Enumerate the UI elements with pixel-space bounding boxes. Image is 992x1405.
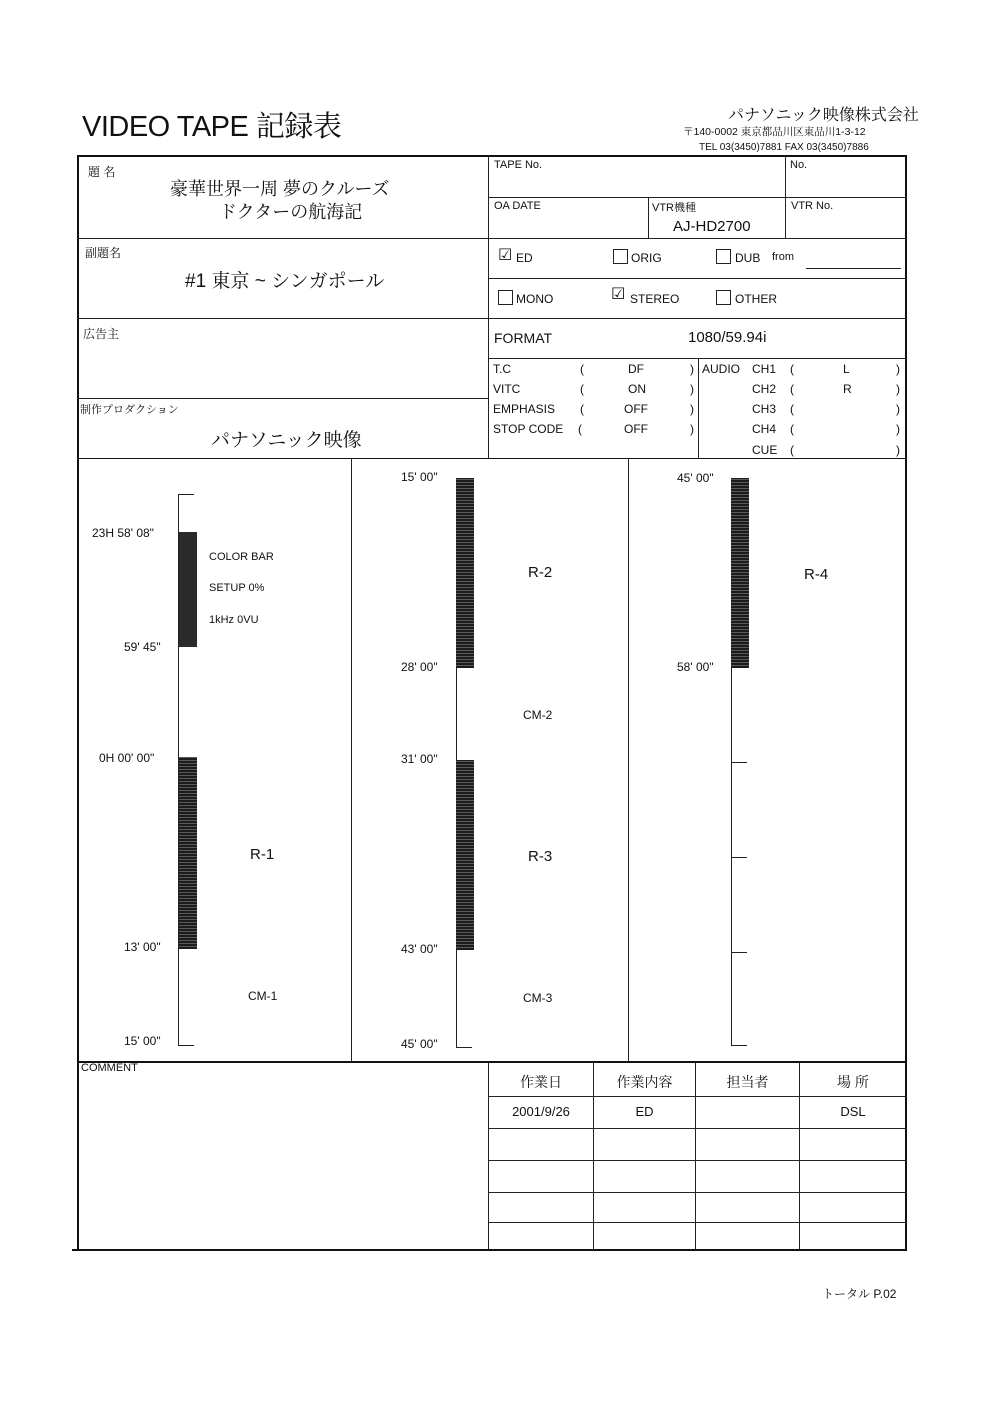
checkbox-dub-label: DUB <box>735 251 761 265</box>
setting-paren-open: ( <box>578 422 582 436</box>
divider-subtitle-row <box>77 318 906 319</box>
frame-bottom <box>72 1249 907 1251</box>
audio-paren-open: ( <box>790 362 794 376</box>
production-label: 制作プロダクション <box>80 404 179 416</box>
checkbox-dub[interactable] <box>716 249 731 264</box>
setting-value: ON <box>628 382 646 396</box>
log-header: 担当者 <box>726 1074 769 1090</box>
format-value: 1080/59.94i <box>688 329 767 346</box>
audio-paren-close: ) <box>896 422 900 436</box>
oa-date-label: OA DATE <box>494 200 541 212</box>
dub-from-label: from <box>772 251 794 263</box>
audio-channel: CUE <box>752 443 778 457</box>
audio-channel: CH1 <box>752 362 777 376</box>
audio-label: AUDIO <box>702 362 741 376</box>
checkbox-stereo-label: STEREO <box>630 292 680 306</box>
setting-value: OFF <box>624 422 648 436</box>
log-header: 作業日 <box>520 1074 562 1090</box>
audio-paren-close: ) <box>896 443 900 457</box>
audio-paren-open: ( <box>790 422 794 436</box>
cm3-label: CM-3 <box>523 991 553 1005</box>
checkbox-mono-label: MONO <box>516 292 554 306</box>
reel-r4-label: R-4 <box>804 566 829 583</box>
divider-vtr-model <box>648 197 649 238</box>
no-label: No. <box>790 159 808 171</box>
audio-paren-close: ) <box>896 382 900 396</box>
dub-from-line <box>806 268 901 269</box>
setting-label: T.C <box>493 362 511 376</box>
reel-r3-label: R-3 <box>528 848 553 865</box>
time-col2-r2-end: 28' 00" <box>401 660 438 674</box>
setting-paren-close: ) <box>690 382 694 396</box>
time-col2-top: 15' 00" <box>401 470 438 484</box>
color-bar-label: COLOR BAR <box>209 551 274 563</box>
setting-label: VITC <box>493 382 521 396</box>
axis-1-bottom-tick <box>178 1045 194 1046</box>
axis-3-bottom-tick <box>731 1045 747 1046</box>
program-title-line2: ドクターの航海記 <box>219 202 363 222</box>
divider-audio <box>698 358 699 458</box>
company-name: パナソニック映像株式会社 <box>728 107 919 124</box>
frame-left <box>77 155 79 1250</box>
audio-paren-open: ( <box>790 382 794 396</box>
segment-color-bar <box>179 532 197 647</box>
setting-value: OFF <box>624 402 648 416</box>
log-row-line <box>488 1096 906 1097</box>
title-label: 題 名 <box>88 165 116 179</box>
axis-3-tick <box>731 952 747 953</box>
timeline-divider-1 <box>351 459 352 1062</box>
setting-label: EMPHASIS <box>493 402 556 416</box>
checkbox-mono[interactable] <box>498 290 513 305</box>
log-header: 場 所 <box>837 1074 869 1090</box>
cm1-label: CM-1 <box>248 989 278 1003</box>
time-col2-r3-end: 43' 00" <box>401 942 438 956</box>
divider-format-row <box>488 358 906 359</box>
audio-paren-open: ( <box>790 443 794 457</box>
log-row-line <box>488 1128 906 1129</box>
frame-top <box>77 155 906 157</box>
time-col2-r3-start: 31' 00" <box>401 752 438 766</box>
log-row-line <box>488 1222 906 1223</box>
time-col1-end: 15' 00" <box>124 1034 161 1048</box>
setting-paren-open: ( <box>580 402 584 416</box>
comment-label: COMMENT <box>81 1062 138 1074</box>
audio-value: R <box>843 382 852 396</box>
setting-paren-close: ) <box>690 362 694 376</box>
setting-label: STOP CODE <box>493 422 564 436</box>
setting-paren-close: ) <box>690 422 694 436</box>
audio-paren-close: ) <box>896 362 900 376</box>
audio-paren-open: ( <box>790 402 794 416</box>
log-cell-date: 2001/9/26 <box>512 1104 570 1119</box>
segment-r3 <box>456 760 474 950</box>
audio-channel: CH3 <box>752 402 777 416</box>
cm2-label: CM-2 <box>523 708 553 722</box>
audio-value: L <box>843 362 850 376</box>
divider-timeline-top <box>77 458 906 459</box>
checkbox-orig[interactable] <box>613 249 628 264</box>
vtr-no-label: VTR No. <box>791 200 834 212</box>
page-total: トータル P.02 <box>822 1287 897 1301</box>
checkbox-stereo[interactable]: ☑ <box>611 286 626 303</box>
log-cell-task: ED <box>635 1104 654 1119</box>
log-row-line <box>488 1160 906 1161</box>
checkbox-ed-label: ED <box>516 251 533 265</box>
vtr-model-value: AJ-HD2700 <box>673 218 751 235</box>
axis-3-tick <box>731 857 747 858</box>
sponsor-label: 広告主 <box>83 327 120 341</box>
subtitle-label: 副題名 <box>85 246 122 260</box>
checkbox-orig-label: ORIG <box>631 251 662 265</box>
setting-paren-open: ( <box>580 362 584 376</box>
time-col1-start: 0H 00' 00" <box>99 751 155 765</box>
timeline-divider-2 <box>628 459 629 1062</box>
segment-r2 <box>456 478 474 668</box>
segment-r4 <box>731 478 749 668</box>
log-row-line <box>488 1192 906 1193</box>
audio-channel: CH2 <box>752 382 777 396</box>
company-phone: TEL 03(3450)7881 FAX 03(3450)7886 <box>699 142 869 153</box>
production-value: パナソニック映像 <box>211 430 362 451</box>
time-col1-r1-end: 13' 00" <box>124 940 161 954</box>
divider-check-row <box>488 278 906 279</box>
checkbox-other[interactable] <box>716 290 731 305</box>
axis-1-top-tick <box>178 494 194 495</box>
divider-oa-row <box>488 197 906 198</box>
divider-no <box>785 156 786 238</box>
timeline-bottom <box>77 1061 906 1063</box>
vtr-model-label: VTR機種 <box>652 202 696 214</box>
time-col2-end: 45' 00" <box>401 1037 438 1051</box>
axis-2-bottom-tick <box>456 1047 472 1048</box>
program-title-line1: 豪華世界一周 夢のクルーズ <box>170 179 390 199</box>
reel-r2-label: R-2 <box>528 564 553 581</box>
company-address: 〒140-0002 東京都品川区東品川1-3-12 <box>683 126 866 138</box>
divider-left-right <box>488 156 489 459</box>
subtitle-value: #1 東京 ~ シンガポール <box>185 271 385 292</box>
divider-title-row <box>77 238 906 239</box>
format-label: FORMAT <box>494 330 553 346</box>
log-header: 作業内容 <box>616 1074 673 1090</box>
time-col3-top: 45' 00" <box>677 471 714 485</box>
segment-r1 <box>179 757 197 949</box>
divider-production-row <box>77 398 488 399</box>
setup-label: SETUP 0% <box>209 582 265 594</box>
time-col1-colorbar-end: 59' 45" <box>124 640 161 654</box>
setting-value: DF <box>628 362 644 376</box>
setting-paren-open: ( <box>580 382 584 396</box>
audio-channel: CH4 <box>752 422 777 436</box>
checkbox-ed[interactable]: ☑ <box>498 247 513 264</box>
log-cell-place: DSL <box>840 1104 866 1119</box>
axis-3-tick <box>731 762 747 763</box>
tape-no-label: TAPE No. <box>494 159 543 171</box>
time-col3-r4-end: 58' 00" <box>677 660 714 674</box>
time-col1-top: 23H 58' 08" <box>92 526 154 540</box>
setting-paren-close: ) <box>690 402 694 416</box>
audio-paren-close: ) <box>896 402 900 416</box>
document-title: VIDEO TAPE 記録表 <box>82 111 342 143</box>
reel-r1-label: R-1 <box>250 846 275 863</box>
tone-label: 1kHz 0VU <box>209 614 259 626</box>
checkbox-other-label: OTHER <box>735 292 777 306</box>
